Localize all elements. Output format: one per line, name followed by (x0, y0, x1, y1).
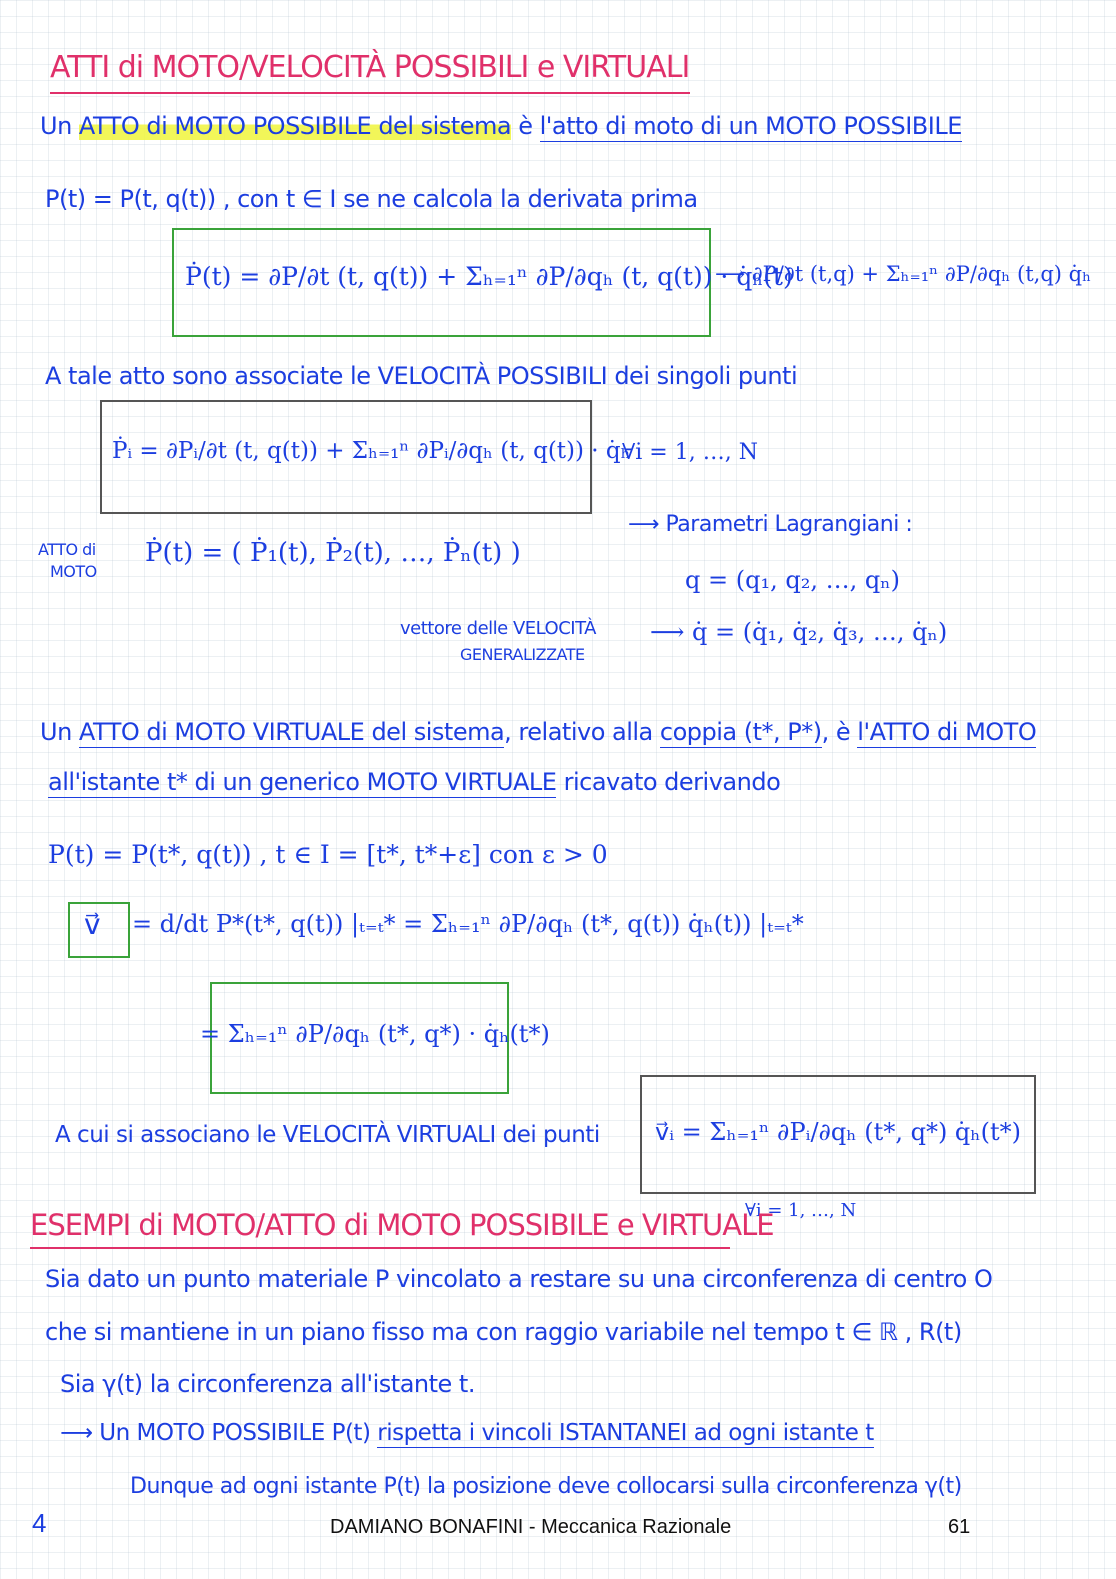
equation-point-virtual-velocity: v⃗ᵢ = Σₕ₌₁ⁿ ∂Pᵢ/∂qₕ (t*, q*) q̇ₕ(t*) (655, 1118, 1022, 1146)
lagrangian-q-vector: q = (q₁, q₂, …, qₙ) (685, 566, 900, 594)
example-paragraph-1: Sia dato un punto materiale P vincolato a restare su una circonferenza di centro O (45, 1265, 993, 1293)
underlined-instant: all'istante t* di un generico MOTO VIRTUALE (48, 768, 557, 796)
highlighted-term: ATTO di MOTO POSSIBILE del sistema (78, 112, 512, 140)
text-prefix: Un (40, 718, 72, 746)
footer-author: DAMIANO BONAFINI - Meccanica Razionale (330, 1516, 732, 1538)
equation-velocity-possible: Ṗ(t) = ∂P/∂t (t, q(t)) + Σₕ₌₁ⁿ ∂P/∂qₕ (t, q(t)) · q̇ₕ(t) (185, 262, 793, 291)
possible-velocities-line: A tale atto sono associate le VELOCITÀ POSSIBILI dei singoli punti (45, 362, 798, 390)
footer-page-number: 61 (948, 1516, 971, 1538)
forall-i-label: ∀i = 1, …, N (622, 440, 758, 465)
lagrangian-parameters-label: ⟶ Parametri Lagrangiani : (628, 512, 913, 537)
example-paragraph-4 (60, 1420, 874, 1446)
underlined-atto: l'ATTO di MOTO (857, 718, 1037, 746)
example-paragraph-5: Dunque ad ogni istante P(t) la posizione deve collocarsi sulla circonferenza γ(t) (130, 1474, 962, 1499)
position-function-line: P(t) = P(t, q(t)) , con t ∈ I se ne calcola la derivata prima (45, 185, 698, 213)
equation-point-velocity: Ṗᵢ = ∂Pᵢ/∂t (t, q(t)) + Σₕ₌₁ⁿ ∂Pᵢ/∂qₕ (t, q(t)) · q̇ₕ (112, 438, 631, 464)
equation-virtual-velocity-result: = Σₕ₌₁ⁿ ∂P/∂qₕ (t*, q*) · q̇ₕ(t*) (200, 1020, 550, 1048)
underlined-definition: l'atto di moto di un MOTO POSSIBILE (539, 112, 962, 140)
example-paragraph-2: che si mantiene in un piano fisso ma con raggio variabile nel tempo t ∈ ℝ , R(t) (45, 1318, 962, 1346)
definition-atto-possibile (40, 112, 962, 140)
velocity-symbol: v⃗ (84, 908, 101, 941)
underlined-constraint: rispetta i vincoli ISTANTANEI ad ogni istante t (377, 1420, 874, 1446)
equation-atto-di-moto: Ṗ(t) = ( Ṗ₁(t), Ṗ₂(t), …, Ṗₙ(t) ) (145, 538, 521, 568)
section-title-esempi: ESEMPI di MOTO/ATTO di MOTO POSSIBILE e VIRTUALE (30, 1208, 774, 1242)
text-mid: è (518, 112, 533, 140)
vettore-velocita-label: vettore delle VELOCITÀ (400, 618, 596, 639)
text-suffix: ricavato derivando (563, 768, 781, 796)
corner-page-number: 4 (32, 1508, 47, 1538)
atto-di-moto-label-1: ATTO di (38, 540, 96, 559)
text-prefix: ⟶ Un MOTO POSSIBILE P(t) (60, 1420, 371, 1446)
generalizzate-label: GENERALIZZATE (460, 645, 585, 664)
virtual-motion-line: P(t) = P(t*, q(t)) , t ∈ I = [t*, t*+ε] con ε > 0 (48, 840, 608, 869)
equation-velocity-possible-short: ⟶ ∂P/∂t (t,q) + Σₕ₌₁ⁿ ∂P/∂qₕ (t,q) q̇ₕ (715, 262, 1092, 286)
text-prefix: Un (40, 112, 72, 140)
definition-atto-virtuale (40, 718, 1036, 746)
title-underline (50, 92, 690, 94)
virtual-velocities-line: A cui si associano le VELOCITÀ VIRTUALI dei punti (55, 1122, 600, 1148)
underlined-term: ATTO di MOTO VIRTUALE del sistema (78, 718, 505, 746)
atto-di-moto-label-2: MOTO (50, 562, 97, 581)
text-mid: , relativo alla (504, 718, 653, 746)
text-mid-2: , è (821, 718, 851, 746)
section-title-atti-di-moto: ATTI di MOTO/VELOCITÀ POSSIBILI e VIRTUALI (50, 50, 690, 85)
title-underline-2 (30, 1247, 730, 1249)
definition-atto-virtuale-cont (48, 768, 780, 796)
equation-virtual-velocity: = d/dt P*(t*, q(t)) |ₜ₌ₜ* = Σₕ₌₁ⁿ ∂P/∂qₕ (t*, q(t)) q̇ₕ(t)) |ₜ₌ₜ* (132, 910, 804, 938)
forall-i-label-2: ∀i = 1, …, N (745, 1200, 857, 1221)
example-paragraph-3: Sia γ(t) la circonferenza all'istante t. (60, 1370, 475, 1398)
underlined-couple: coppia (t*, P*) (659, 718, 822, 746)
generalized-velocity-vector: ⟶ q̇ = (q̇₁, q̇₂, q̇₃, …, q̇ₙ) (650, 618, 948, 646)
